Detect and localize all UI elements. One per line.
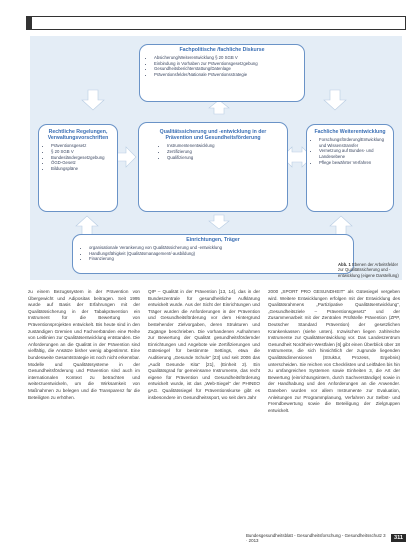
text-column-1 [28, 289, 140, 521]
header-rule [26, 16, 406, 30]
figure-diagram [30, 36, 402, 280]
paragraph: QIP – Qualität in der Prävention [13, 14], das in der Bundeszentrale für gesundheitliche Aufklärung entwickelt wurde. Aus der Sicht der Einrichtungen und Träger wurden die Anforderungen in der Prävention und Gesundheitsförderung vor dem Hintergrund bestehender Zielvorgaben, deren Strukturen und Zugänge beschrieben. Die vorhandenen Aufnahmen zur Bewertung der Qualität gesundheitsfördernder Einrichtungen und Angebote wie Zertifizierungen und Gütesiegel für bestimmte Settings, etwa die Auditierung „Gesunde Schule“ [23] und seit 2006 das „Audit Gesunde Kita“ [21], (Einheit 2). Ein Qualitätsgrad für gemeinsame Instrumente, das recht eigene für Prävention und Gesundheitsförderung entwickelt wurde, ist das „Web-Siegel“ der PHINEO gAG. Qualitätssiegel für Präventionskurse gibt es insbesondere im Gesundheitssport, wo seit dem Jahr [148, 289, 260, 400]
list-item: • Bildungspläne [51, 166, 113, 172]
list-item: • Präventionsfelder/Nationale Präventionsstrategie [154, 72, 298, 78]
center-box [138, 122, 288, 212]
arrow-up-icon [330, 216, 352, 236]
list-item: • § 20 SGB V [51, 149, 113, 155]
bottom-box-title: Einrichtungen, Träger [186, 237, 240, 243]
list-item: • Finanzierung [89, 256, 345, 262]
arrow-up-icon [76, 216, 98, 236]
caption-label: Abb. 1 [338, 262, 351, 267]
list-item: • ÖGD-Gesetz [51, 160, 113, 166]
bottom-box [72, 234, 354, 274]
top-box-title: Fachpolitische /fachliche Diskurse [179, 47, 265, 53]
list-item: • Forschungsförderung/Entwicklung und Wissenstransfer [319, 137, 389, 148]
paragraph: zu einem Bezugssystem in der Prävention von Übergewicht und Adipositas beitragen. Seit 1995 wurde auf Basis der Erfahrungen mit der Qualitätssicherung in der Tabakprävention ein Instrument für die Bewertung von Präventionsprojekten entwickelt. Bis heute sind in den zuständigen Gremien und Fachverbänden eine Reihe von Leitlinien zur Qualitätsentwicklung entstanden. Die Anforderungen an die Qualität in der Prävention sind vielfältig, die Ansätze bisher wenig abgestimmt. Eine bundesweite Gesamtstrategie ist noch nicht erkennbar. Modelle und Qualitätssysteme in der Gesundheitsförderung und Prävention sind auch im internationalen Kontext zu betrachten und weiterzuentwickeln, um die Wirksamkeit von Maßnahmen zu belegen und die Transparenz für die Beteiligten zu erhöhen. [28, 289, 140, 400]
list-item: • Vernetzung auf Bundes- und Landesebene [319, 148, 389, 159]
left-box-title: Rechtliche Regelungen, Verwaltungsvorschriften [47, 129, 109, 142]
double-arrow-icon [116, 147, 136, 167]
right-box-title: Fachliche Weiterentwicklung [314, 129, 386, 135]
list-item: • Pflege bewährter Verfahren [319, 160, 389, 166]
caption-text: Ebenen der Arbeitsfelder zur Qualitätssicherung und -entwicklung (eigene Darstellung) [338, 262, 399, 278]
page-number: 311 [391, 534, 406, 542]
paragraph: 2000 „SPORT PRO GESUNDHEIT“ als Gütesiegel vergeben wird. Weitere Entwicklungen erfolgen mit der Entwicklung des Qualitätsrahmens „Partizipative Qualitätsentwicklung“, „Gesundheitsziele – Präventionsgesetz“ und der Zusammenarbeit mit der Zentralen Prüfstelle Prävention (ZPP, Deutscher Standard Prävention) der gesetzlichen Krankenkassen (siehe unten). Inzwischen liegen zahlreiche Instrumente zur Qualitätsentwicklung vor. Das Landeszentrum Gesundheit Nordrhein-Westfalen [6] gibt einen Überblick über 18 Instrumente, die sich hinsichtlich der zugrunde liegenden Qualitätsdimensionen (Struktur, Prozess, Ergebnis) unterscheiden. Sie reichen von Checklisten und Leitfäden bis hin zu umfangreichen Systemen sowie Einheiten 3, die Art der Bewertung (einrichtungsintern, durch Sachverständige) sowie in der Handhabung und den Anforderungen an die Anwender. Daneben wurden vor allem Instrumente zur Evaluation, Anleitungen zur Programmplanung, Verfahren zur Selbst- und Fremdbewertung sowie die Beteiligung der Zielgruppen entwickelt. [268, 289, 400, 413]
page-footer [246, 532, 406, 544]
list-item: • Qualifizierung [167, 155, 279, 161]
journal-name: Bundesgesundheitsblatt - Gesundheitsforschung - Gesundheitsschutz 3 · 2013 [246, 533, 386, 543]
center-box-title: Qualitätssicherung und -entwicklung in der Prävention und Gesundheitsförderung [159, 129, 267, 142]
text-column-2 [148, 289, 260, 521]
list-item: • Instrumentenentwicklung [167, 143, 279, 149]
list-item: • Bundesländergesetzgebung [51, 155, 113, 161]
double-arrow-icon [209, 215, 229, 229]
text-column-3 [268, 289, 400, 521]
list-item: • Absicherung/Weiterentwicklung § 20 SGB V [154, 55, 298, 61]
list-item: • Gesundheitsberichterstattung/Datenlage [154, 66, 298, 72]
left-box [38, 124, 118, 212]
list-item: • Zertifizierung [167, 149, 279, 155]
arrow-down-icon [324, 90, 346, 110]
double-arrow-icon [209, 100, 229, 114]
right-box [306, 124, 394, 212]
figure-caption [338, 262, 404, 278]
list-item: • Präventionsgesetz [51, 143, 113, 149]
arrow-down-icon [82, 90, 104, 110]
list-item: • Handlungsfähigkeit (Qualitätsmanagement/-ausbildung) [89, 251, 345, 257]
top-box [139, 44, 305, 102]
list-item: • organisationale Verankerung von Qualitätssicherung und -entwicklung [89, 245, 345, 251]
list-item: • Einbindung in Vorhaben zur Präventionsgesetzgebung [154, 61, 298, 67]
